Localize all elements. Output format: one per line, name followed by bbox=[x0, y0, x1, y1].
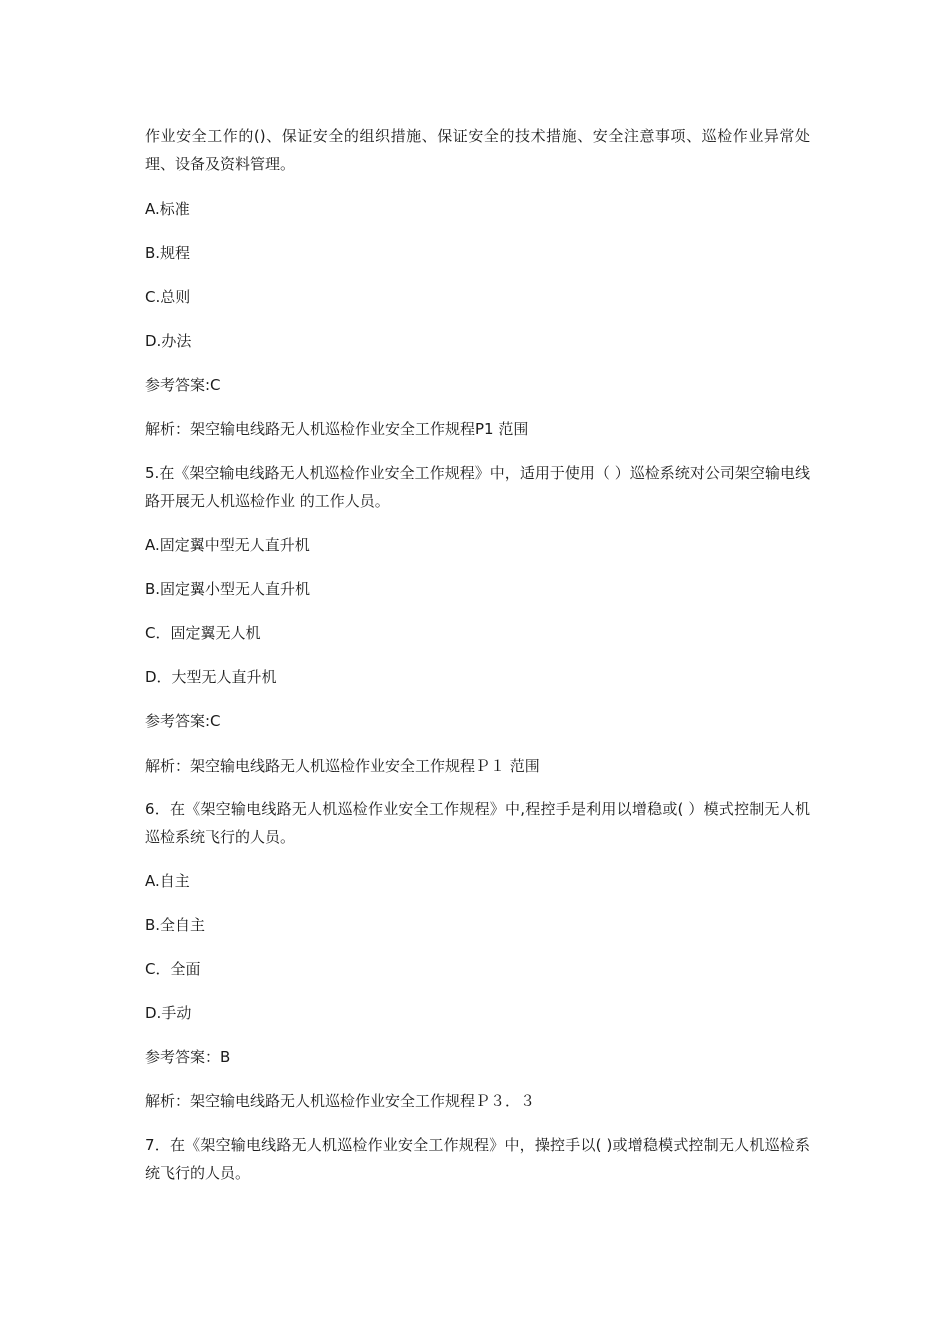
q4-option-a: A.标准 bbox=[145, 200, 190, 218]
q5-stem: 5.在《架空输电线路无人机巡检作业安全工作规程》中，适用于使用（ ）巡检系统对公司架空输电线路开展无人机巡检作业 的工作人员。 bbox=[145, 464, 810, 510]
q6-answer: 参考答案：B bbox=[145, 1048, 231, 1066]
q4-stem: 作业安全工作的()、保证安全的组织措施、保证安全的技术措施、安全注意事项、巡检作业异常处理、设备及资料管理。 bbox=[145, 127, 810, 173]
q5-option-c: C．固定翼无人机 bbox=[145, 624, 261, 642]
q6-option-c: C．全面 bbox=[145, 960, 201, 978]
q4-analysis: 解析：架空输电线路无人机巡检作业安全工作规程P1 范围 bbox=[145, 420, 529, 438]
q5-option-b: B.固定翼小型无人直升机 bbox=[145, 580, 311, 598]
q5-option-a: A.固定翼中型无人直升机 bbox=[145, 536, 310, 554]
q6-stem: 6．在《架空输电线路无人机巡检作业安全工作规程》中,程控手是利用以增稳或( ）模式控制无人机巡检系统飞行的人员。 bbox=[145, 800, 810, 846]
q4-option-b: B.规程 bbox=[145, 244, 191, 262]
q4-option-c: C.总则 bbox=[145, 288, 191, 306]
q6-analysis: 解析：架空输电线路无人机巡检作业安全工作规程Ｐ３．３ bbox=[145, 1092, 536, 1110]
q4-answer: 参考答案:C bbox=[145, 376, 221, 394]
q7-stem: 7．在《架空输电线路无人机巡检作业安全工作规程》中，操控手以( )或增稳模式控制无人机巡检系统飞行的人员。 bbox=[145, 1136, 810, 1182]
q5-option-d: D．大型无人直升机 bbox=[145, 668, 277, 686]
q4-option-d: D.办法 bbox=[145, 332, 192, 350]
q6-option-b: B.全自主 bbox=[145, 916, 206, 934]
q5-analysis: 解析：架空输电线路无人机巡检作业安全工作规程Ｐ１ 范围 bbox=[145, 757, 540, 775]
q6-option-a: A.自主 bbox=[145, 872, 190, 890]
q5-answer: 参考答案:C bbox=[145, 712, 221, 730]
q6-option-d: D.手动 bbox=[145, 1004, 192, 1022]
